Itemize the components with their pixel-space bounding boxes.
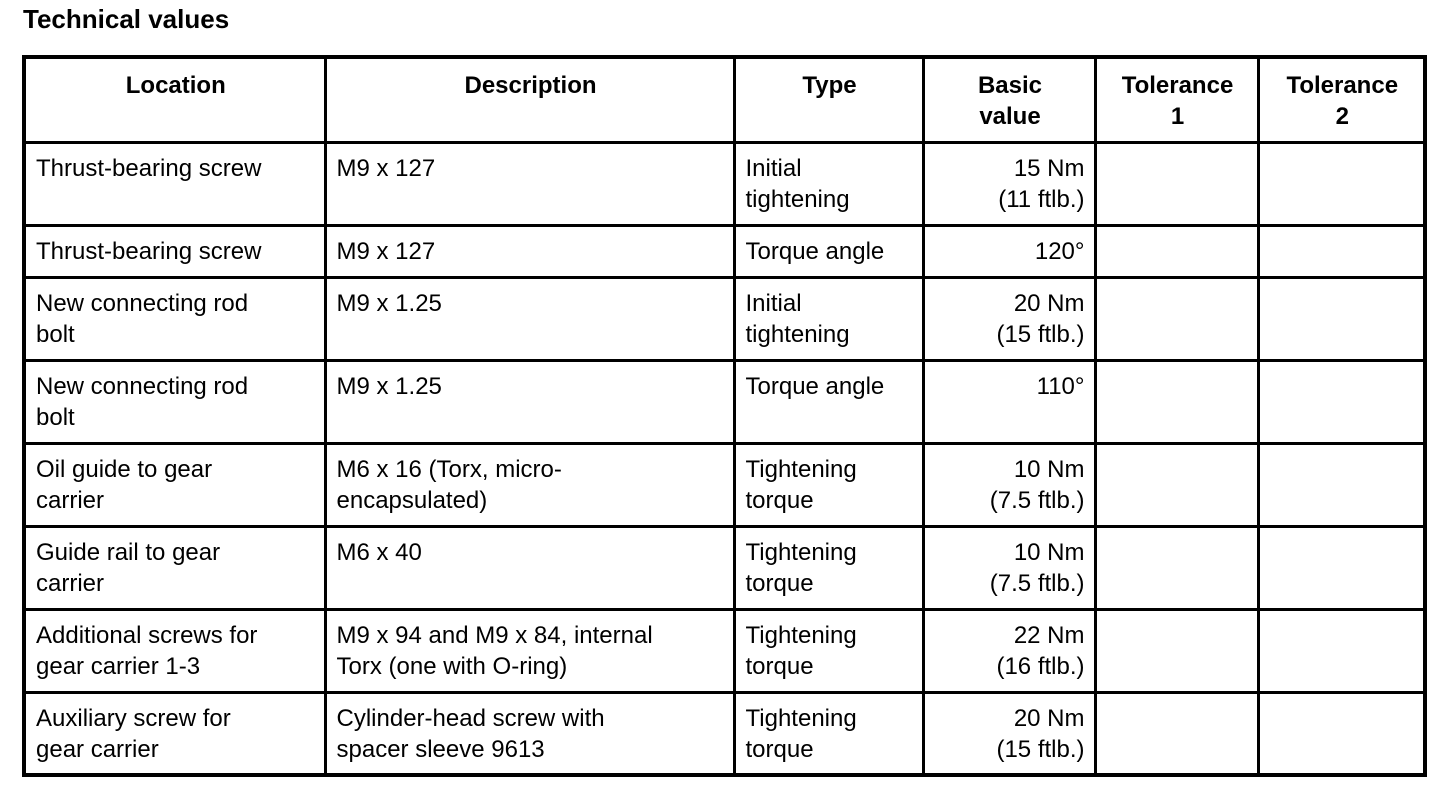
technical-values-table — [22, 55, 1427, 777]
location-cell: New connecting rod bolt — [24, 360, 325, 443]
description-cell: M9 x 1.25 — [325, 360, 734, 443]
tolerance-2-cell — [1258, 360, 1425, 443]
type-cell: Initial tightening — [734, 142, 923, 225]
table-row — [24, 609, 1425, 692]
tolerance-2-cell — [1258, 142, 1425, 225]
type-cell: Tightening torque — [734, 443, 923, 526]
basic-value-cell: 110° — [923, 360, 1095, 443]
description-cell: M6 x 40 — [325, 526, 734, 609]
location-cell: Auxiliary screw for gear carrier — [24, 692, 325, 775]
header-basic-value: Basic value — [923, 57, 1095, 142]
location-cell: Thrust-bearing screw — [24, 225, 325, 277]
tolerance-2-cell — [1258, 225, 1425, 277]
table-row — [24, 526, 1425, 609]
location-cell: New connecting rod bolt — [24, 277, 325, 360]
tolerance-1-cell — [1095, 526, 1258, 609]
basic-value-cell: 120° — [923, 225, 1095, 277]
description-cell: M9 x 94 and M9 x 84, internal Torx (one with O-ring) — [325, 609, 734, 692]
table-header-row — [24, 57, 1425, 142]
header-type: Type — [734, 57, 923, 142]
basic-value-cell: 22 Nm (16 ftlb.) — [923, 609, 1095, 692]
tolerance-2-cell — [1258, 609, 1425, 692]
basic-value-cell: 20 Nm (15 ftlb.) — [923, 692, 1095, 775]
description-cell: M9 x 127 — [325, 225, 734, 277]
header-tolerance-1: Tolerance 1 — [1095, 57, 1258, 142]
tolerance-1-cell — [1095, 692, 1258, 775]
type-cell: Initial tightening — [734, 277, 923, 360]
basic-value-cell: 10 Nm (7.5 ftlb.) — [923, 526, 1095, 609]
type-cell: Torque angle — [734, 360, 923, 443]
type-cell: Tightening torque — [734, 526, 923, 609]
type-cell: Tightening torque — [734, 609, 923, 692]
tolerance-1-cell — [1095, 225, 1258, 277]
location-cell: Thrust-bearing screw — [24, 142, 325, 225]
type-cell: Torque angle — [734, 225, 923, 277]
location-cell: Additional screws for gear carrier 1-3 — [24, 609, 325, 692]
tolerance-1-cell — [1095, 443, 1258, 526]
page-title: Technical values — [23, 4, 230, 34]
header-tolerance-2: Tolerance 2 — [1258, 57, 1425, 142]
tolerance-1-cell — [1095, 277, 1258, 360]
tolerance-1-cell — [1095, 142, 1258, 225]
tolerance-1-cell — [1095, 360, 1258, 443]
description-cell: M9 x 1.25 — [325, 277, 734, 360]
table-row — [24, 360, 1425, 443]
table-row — [24, 142, 1425, 225]
table-row — [24, 443, 1425, 526]
description-cell: Cylinder-head screw with spacer sleeve 9613 — [325, 692, 734, 775]
table-row — [24, 277, 1425, 360]
description-cell: M6 x 16 (Torx, micro- encapsulated) — [325, 443, 734, 526]
header-location: Location — [24, 57, 325, 142]
tolerance-1-cell — [1095, 609, 1258, 692]
table-row — [24, 225, 1425, 277]
basic-value-cell: 15 Nm (11 ftlb.) — [923, 142, 1095, 225]
location-cell: Guide rail to gear carrier — [24, 526, 325, 609]
table-row — [24, 692, 1425, 775]
basic-value-cell: 20 Nm (15 ftlb.) — [923, 277, 1095, 360]
type-cell: Tightening torque — [734, 692, 923, 775]
tolerance-2-cell — [1258, 692, 1425, 775]
header-description: Description — [325, 57, 734, 142]
tolerance-2-cell — [1258, 443, 1425, 526]
tolerance-2-cell — [1258, 277, 1425, 360]
basic-value-cell: 10 Nm (7.5 ftlb.) — [923, 443, 1095, 526]
description-cell: M9 x 127 — [325, 142, 734, 225]
location-cell: Oil guide to gear carrier — [24, 443, 325, 526]
tolerance-2-cell — [1258, 526, 1425, 609]
